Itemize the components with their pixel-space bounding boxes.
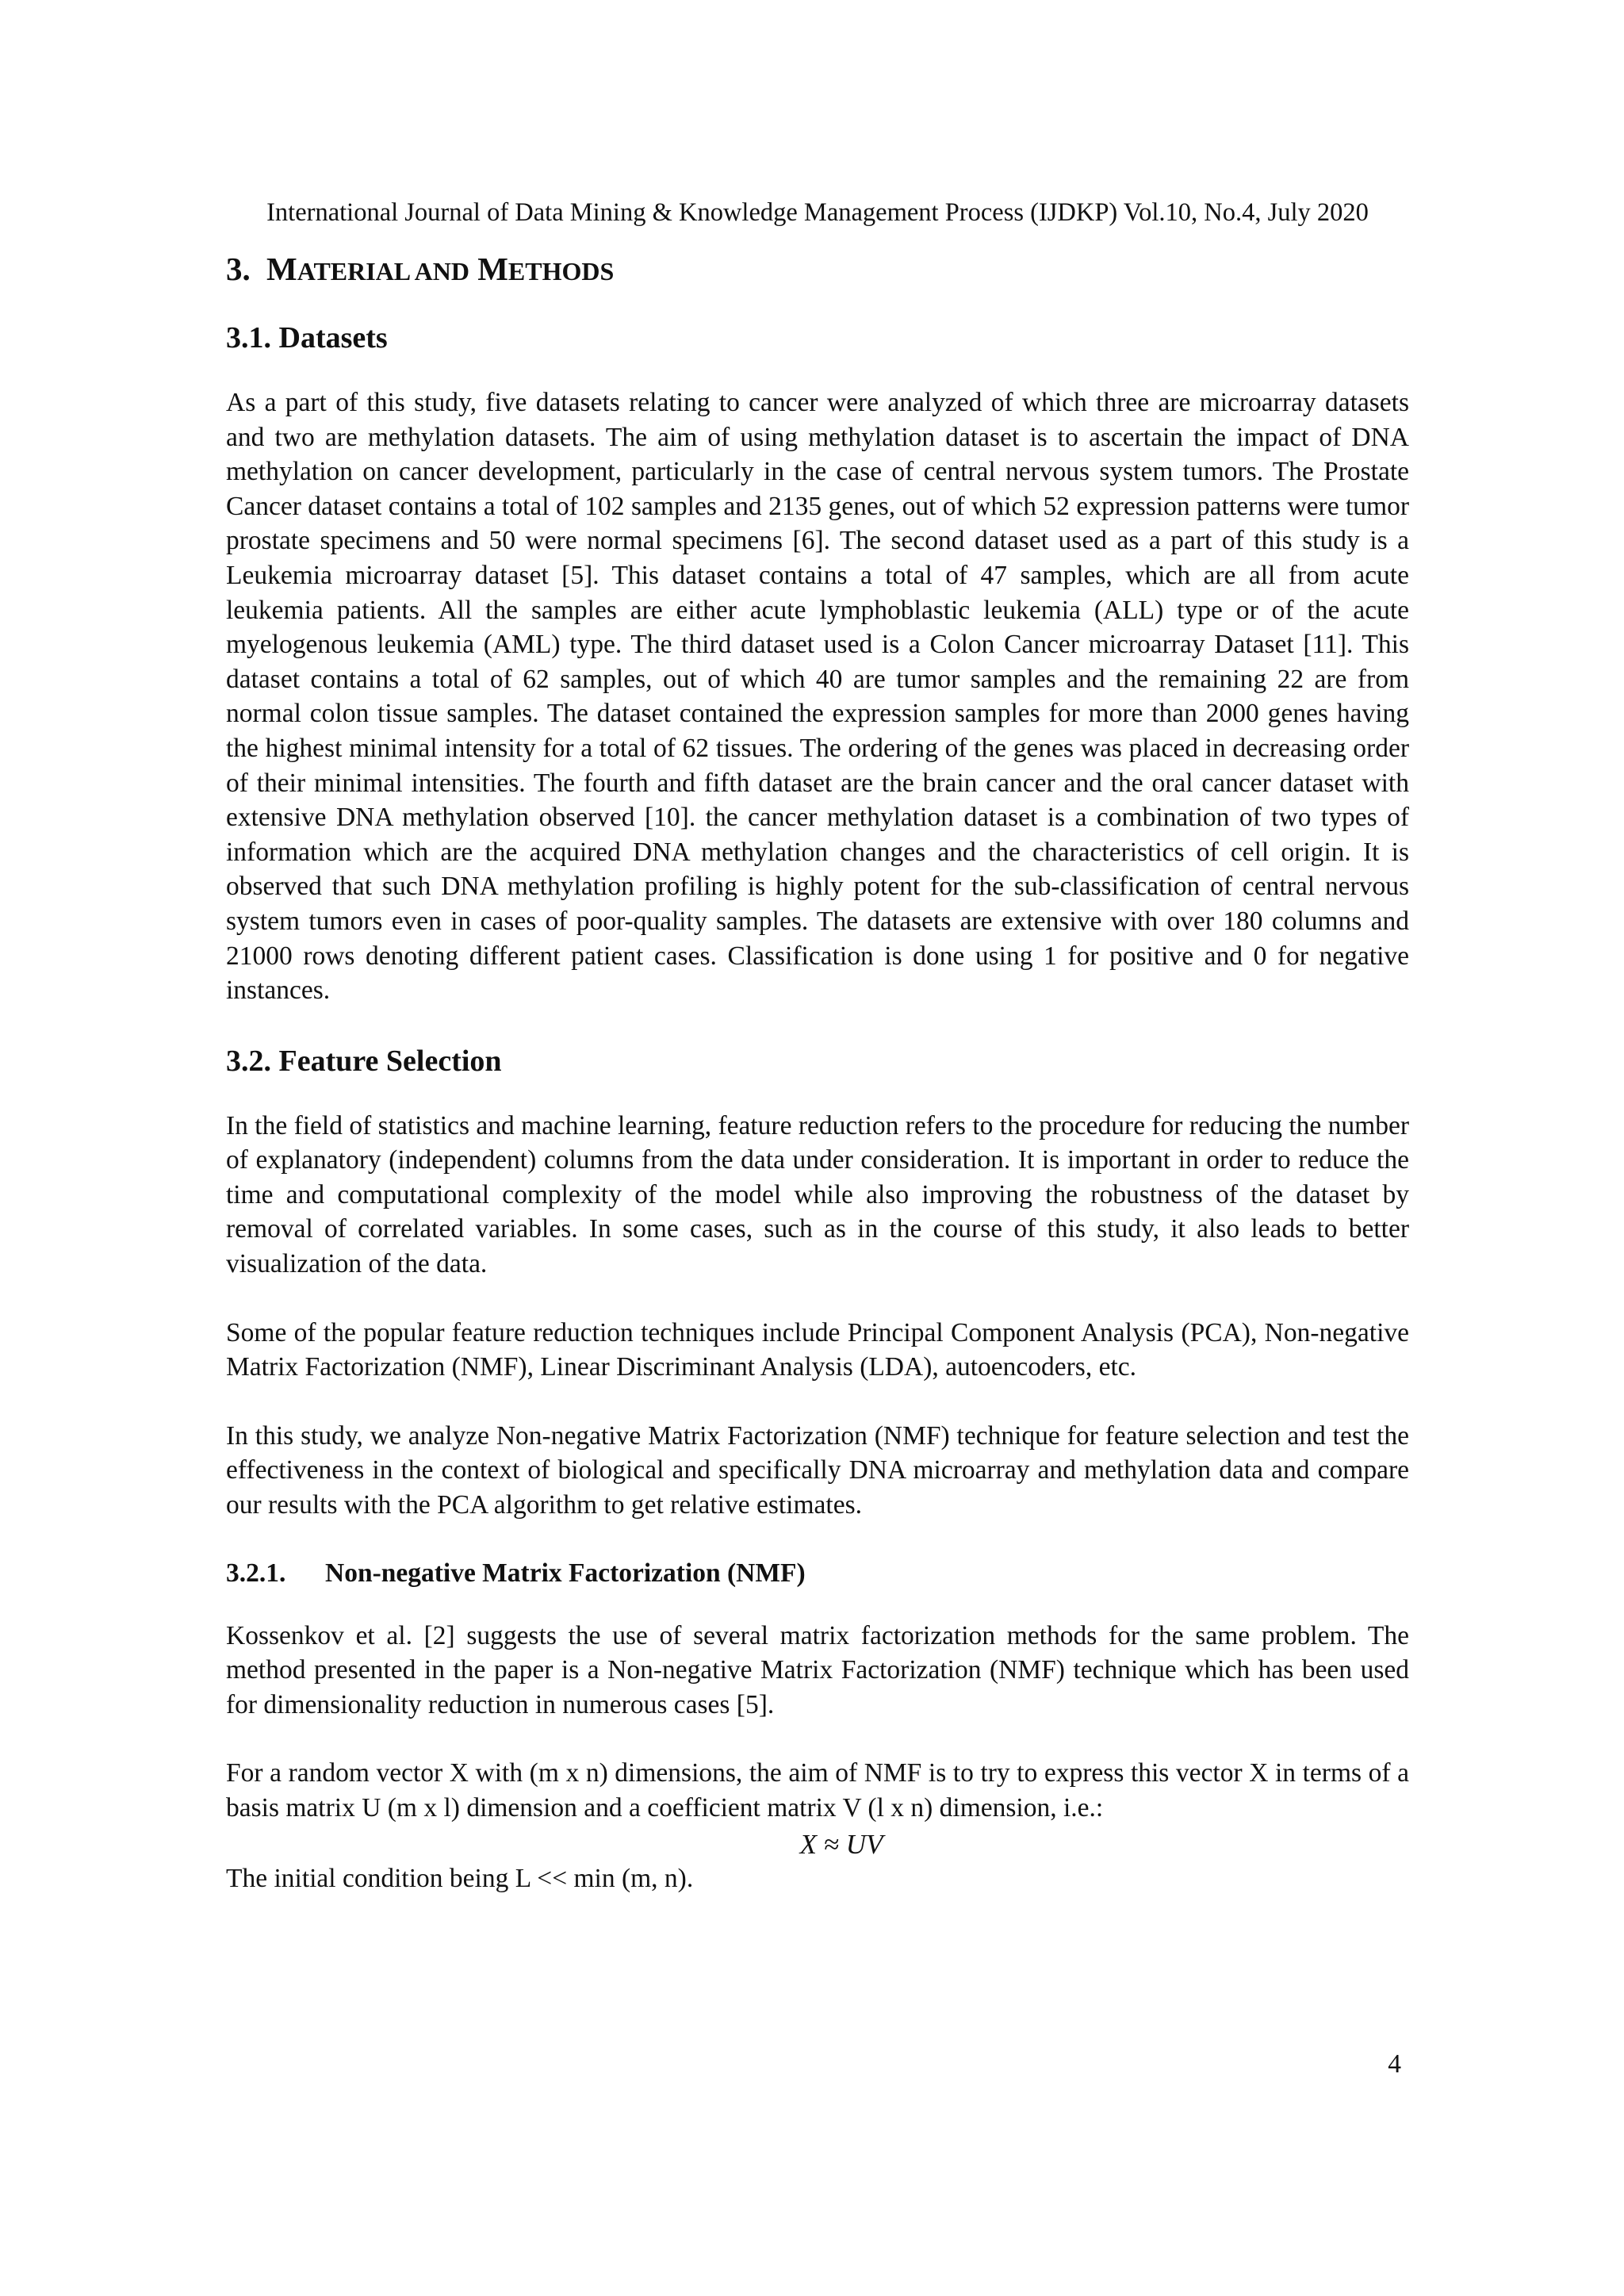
- nmf-paragraph-3: The initial condition being L << min (m, n).: [226, 1863, 694, 1893]
- section-heading: [226, 249, 1409, 291]
- nmf-equation: X ≈ UV: [799, 1828, 883, 1860]
- feature-selection-paragraph-1: In the field of statistics and machine learning, feature reduction refers to the procedure for reducing the number of explanatory (independent) columns from the data under consideration. It is important in order to reduce the time and computational complexity of the model while also improving the robustness of the dataset by removal of correlated variables. In some cases, such as in the course of this study, it also leads to better visualization of the data.: [226, 1110, 1410, 1279]
- nmf-heading-number: 3.2.1.: [226, 1558, 286, 1588]
- section-title-initial-1: M: [266, 251, 297, 287]
- nmf-heading: [226, 1557, 1409, 1590]
- section-title-initial-2: M: [477, 251, 508, 287]
- section-number: 3.: [226, 251, 251, 287]
- nmf-paragraph-2: For a random vector X with (m x n) dimensions, the aim of NMF is to try to express this vector X in terms of a basis matrix U (m x l) dimension and a coefficient matrix V (l x n) dimension, i.e.:: [226, 1758, 1409, 1823]
- paper-page: [226, 0, 1409, 2296]
- running-header: International Journal of Data Mining & Knowledge Management Process (IJDKP) Vol.10, No.4, July 2020: [266, 198, 1369, 227]
- feature-selection-paragraph-2: Some of the popular feature reduction techniques include Principal Component Analysis (PCA), Non-negative Matrix Factorization (NMF), Linear Discriminant Analysis (LDA), autoencoders, etc.: [226, 1317, 1409, 1382]
- nmf-paragraph-1: Kossenkov et al. [2] suggests the use of several matrix factorization methods for the same problem. The method presented in the paper is a Non-negative Matrix Factorization (NMF) technique which has been used for dimensionality reduction in numerous cases [5].: [226, 1620, 1409, 1719]
- datasets-heading: 3.1. Datasets: [226, 321, 388, 355]
- page-content: [226, 249, 1409, 1895]
- feature-selection-paragraph-3: In this study, we analyze Non-negative Matrix Factorization (NMF) technique for feature selection and test the effectiveness in the context of biological and specifically DNA microarray and methylation data and compare our results with the PCA algorithm to get relative estimates.: [226, 1420, 1409, 1520]
- section-title-rest-2: ETHODS: [508, 257, 615, 286]
- nmf-heading-title: Non-negative Matrix Factorization (NMF): [325, 1558, 806, 1588]
- section-title-rest-1: ATERIAL AND: [297, 257, 469, 286]
- feature-selection-heading: 3.2. Feature Selection: [226, 1044, 502, 1078]
- page-number: 4: [1388, 2049, 1401, 2079]
- datasets-paragraph: As a part of this study, five datasets relating to cancer were analyzed of which three are microarray datasets and two are methylation datasets. The aim of using methylation dataset is to ascertain the impact of DNA methylation on cancer development, particularly in the case of central nervous system tumors. The Prostate Cancer dataset contains a total of 102 samples and 2135 genes, out of which 52 expression patterns were tumor prostate specimens and 50 were normal specimens [6]. The second dataset used as a part of this study is a Leukemia microarray dataset [5]. This dataset contains a total of 47 samples, which are all from acute leukemia patients. All the samples are either acute lymphoblastic leukemia (ALL) type or of the acute myelogenous leukemia (AML) type. The third dataset used is a Colon Cancer microarray Dataset [11]. This dataset contains a total of 62 samples, out of which 40 are tumor samples and the remaining 22 are from normal colon tissue samples. The dataset contained the expression samples for more than 2000 genes having the highest minimal intensity for a total of 62 tissues. The ordering of the genes was placed in decreasing order of their minimal intensities. The fourth and fifth dataset are the brain cancer and the oral cancer dataset with extensive DNA methylation observed [10]. the cancer methylation dataset is a combination of two types of information which are the acquired DNA methylation changes and the characteristics of cell origin. It is observed that such DNA methylation profiling is highly potent for the sub-classification of central nervous system tumors even in cases of poor-quality samples. The datasets are extensive with over 180 columns and 21000 rows denoting different patient cases. Classification is done using 1 for positive and 0 for negative instances.: [226, 388, 1409, 1006]
